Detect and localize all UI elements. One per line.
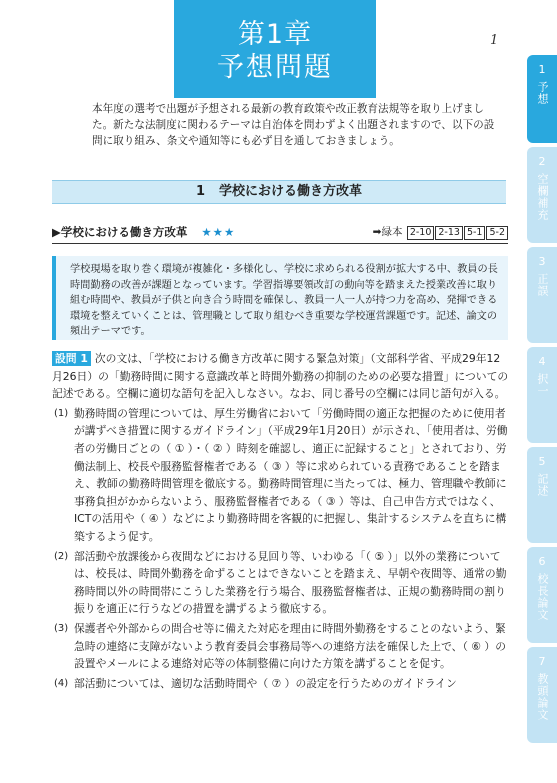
item-text: 部活動や放課後から夜間などにおける見回り等、いわゆる「（ ⑤ ）」以外の業務については、校長は、時間外勤務を命ずることはできないことを踏まえ、早朝や夜間等、通常の勤務時間以外の時間帯にこうした業務を行う場合、服務監督権者は、正規の勤務時間の割り振りを適正に行うなどの措置を講ずるよう徹底する。 bbox=[74, 549, 507, 616]
tab-label: 記述 bbox=[536, 473, 549, 497]
reference-prefix: ➡緑本 bbox=[372, 226, 403, 238]
tab-number: 3 bbox=[538, 255, 546, 268]
item-number: (2) bbox=[54, 550, 69, 562]
importance-stars: ★★★ bbox=[201, 225, 236, 239]
tab-label: 教頭論文 bbox=[536, 673, 549, 721]
side-tab-kyoutou[interactable] bbox=[527, 647, 557, 743]
tab-label: 校長論文 bbox=[536, 573, 549, 621]
side-tab-kouchou[interactable] bbox=[527, 547, 557, 643]
tab-number: 6 bbox=[538, 555, 546, 568]
reference-box: 2-10 bbox=[407, 226, 435, 240]
section-heading bbox=[52, 180, 506, 204]
tab-number: 5 bbox=[538, 455, 546, 468]
section-number: 1 bbox=[195, 184, 206, 199]
tab-number: 4 bbox=[538, 355, 546, 368]
side-tab-kijutsu[interactable] bbox=[527, 447, 557, 543]
chapter-side-tabs bbox=[527, 55, 557, 747]
tab-number: 7 bbox=[538, 655, 546, 668]
question-item bbox=[52, 620, 510, 673]
chapter-title: 予想問題 bbox=[217, 52, 333, 83]
item-text: 保護者や外部からの問合せ等に備えた対応を理由に時間外勤務をすることのないよう、緊急時の連絡に支障がないよう教育委員会事務局等への連絡方法を確保した上で、（ ⑥ ）の設置やメールによる連絡対応等の体制整備に向けた方策を講ずることを促す。 bbox=[74, 621, 507, 671]
item-text: 部活動については、適切な活動時間や（ ⑦ ）の設定を行うためのガイドライン bbox=[74, 676, 457, 690]
question-items bbox=[52, 405, 510, 693]
item-number: (1) bbox=[54, 407, 69, 419]
reference-box: 5-2 bbox=[486, 226, 508, 240]
question-item bbox=[52, 548, 510, 618]
chapter-header bbox=[174, 0, 376, 98]
side-tab-seigo[interactable] bbox=[527, 247, 557, 343]
question-body bbox=[52, 350, 510, 403]
reference-box: 5-1 bbox=[464, 226, 486, 240]
topic-row bbox=[52, 224, 508, 242]
summary-box bbox=[52, 256, 508, 340]
tab-number: 2 bbox=[538, 155, 546, 168]
intro-paragraph: 本年度の選考で出題が予想される最新の教育政策や改正教育法規等を取り上げました。新たな法制度に関わるテーマは自治体を問わずよく出題されますので、以下の設問に取り組み、条文や通知等にも必ず目を通しておきましょう。 bbox=[92, 103, 495, 147]
reference-links bbox=[373, 224, 508, 240]
section-title: 学校における働き方改革 bbox=[219, 184, 363, 199]
item-number: (4) bbox=[54, 677, 69, 689]
tab-label: 択一 bbox=[536, 373, 549, 397]
topic-title: ▶学校における働き方改革 bbox=[52, 225, 188, 239]
side-tab-yosou[interactable] bbox=[527, 55, 557, 143]
question-text: 次の文は、「学校における働き方改革に関する緊急対策」（文部科学省、平成29年12月26日）の「勤務時間に関する意識改革と時間外勤務の抑制のための必要な措置」についての記述である。空欄に適切な語句を記入しなさい。なお、同じ番号の空欄には同じ語句が入る。 bbox=[52, 352, 509, 401]
reference-box: 2-13 bbox=[435, 226, 463, 240]
question-item bbox=[52, 405, 510, 546]
tab-number: 1 bbox=[538, 63, 546, 76]
side-tab-takuitsu[interactable] bbox=[527, 347, 557, 443]
question-label: 設問 1 bbox=[52, 351, 91, 366]
question-block bbox=[52, 350, 510, 692]
topic-divider bbox=[52, 243, 508, 244]
item-text: 勤務時間の管理については、厚生労働省において「労働時間の適正な把握のために使用者が講ずべき措置に関するガイドライン」（平成29年1月20日）が示され、「使用者は、労働者の労働日ごとの（ ① ）・（ ② ）時刻を確認し、適正に記録すること」とされており、労働法制上、校長や服務監督権者である（ ③ ）等に求められている責務であることを踏まえ、教師の勤務時間管理を徹底する。勤務時間管理に当たっては、極力、管理職や教師に事務負担がかからないよう、服務監督権者である（ ③ ）等は、自己申告方式ではなく、ICTの活用や（ ④ ）などにより勤務時間を客観的に把握し、集計するシステムを直ちに構築するよう促す。 bbox=[74, 406, 508, 543]
item-number: (3) bbox=[54, 622, 69, 634]
chapter-number: 第1章 bbox=[237, 19, 313, 50]
page-number: 1 bbox=[490, 33, 499, 48]
tab-label: 正誤 bbox=[536, 273, 549, 297]
summary-text: 学校現場を取り巻く環境が複雑化・多様化し、学校に求められる役割が拡大する中、教員の長時間勤務の改善が課題となっています。学習指導要領改訂の動向等を踏まえた授業改善に取り組む時間や、教員が子供と向き合う時間を確保し、教員一人一人が持つ力を高め、発揮できる環境を整えていくことは、管理職として取り組むべき重要な学校運営課題です。記述、論文の頻出テーマです。 bbox=[70, 264, 498, 338]
tab-label: 空欄補充 bbox=[536, 173, 549, 221]
tab-label: 予想 bbox=[536, 81, 549, 105]
question-item bbox=[52, 675, 510, 693]
side-tab-kuuran[interactable] bbox=[527, 147, 557, 243]
